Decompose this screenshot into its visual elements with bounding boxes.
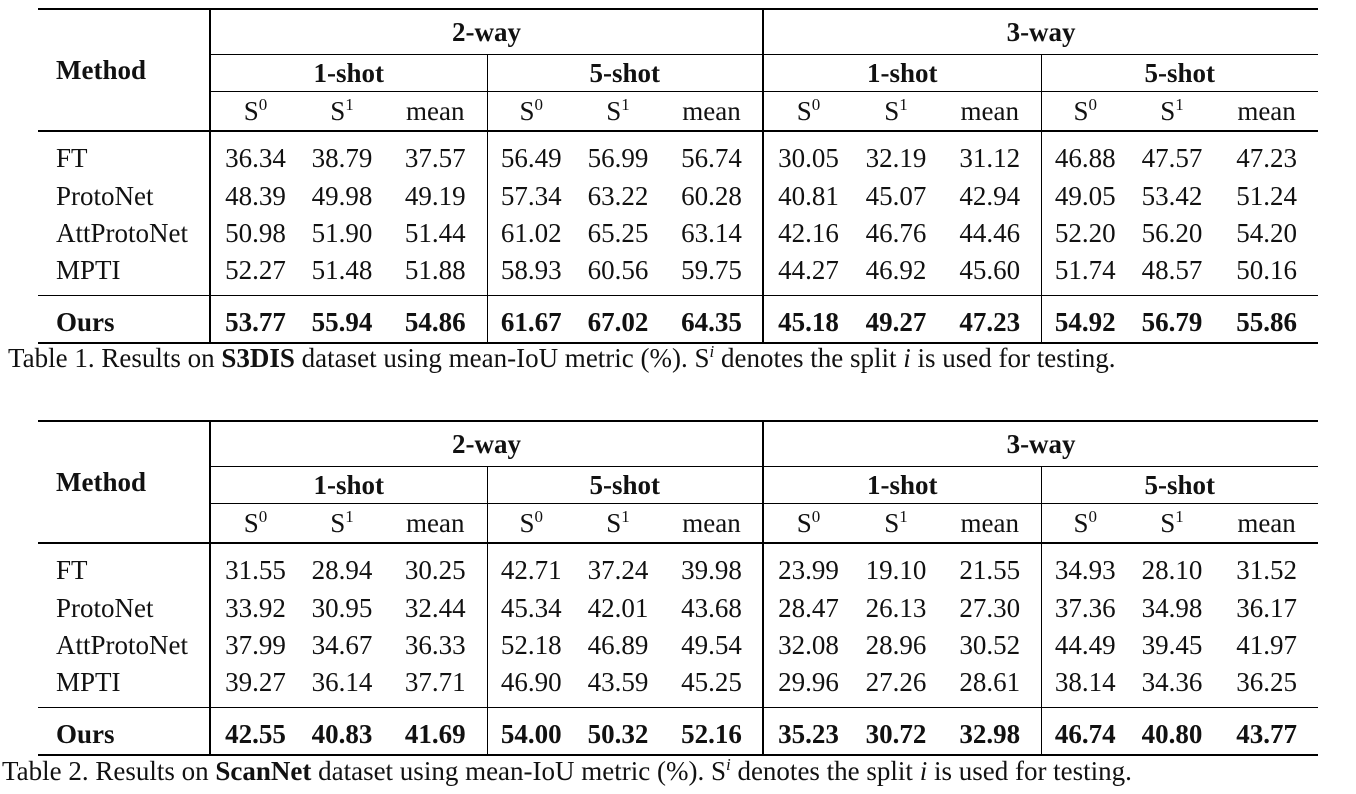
group-header-2way: 2-way: [210, 9, 763, 55]
table-row: [38, 178, 1318, 215]
spacer-cell: [210, 543, 300, 550]
value-cell: 67.02: [575, 302, 661, 343]
value-cell: 63.14: [681, 218, 742, 248]
method-cell: MPTI: [56, 255, 121, 285]
value-cell: 30.05: [763, 138, 853, 178]
value-cell: 32.19: [865, 142, 927, 173]
spacer-row: [38, 543, 1318, 550]
mean-header: mean: [661, 504, 763, 544]
split-header: $S^0$: [1041, 92, 1129, 132]
value-cell: 33.92: [210, 590, 300, 627]
value-cell: 30.95: [311, 593, 373, 623]
value-cell: 55.86: [1215, 302, 1318, 343]
value-cell: 39.45: [1141, 630, 1203, 660]
value-cell: 47.23: [1236, 142, 1297, 173]
value-cell: 51.48: [311, 255, 373, 285]
split-header: $S^1$: [575, 92, 661, 132]
value-cell: 45.60: [959, 255, 1021, 285]
mean-header: mean: [1215, 504, 1318, 544]
split-header: $S^0$: [1041, 504, 1129, 544]
value-cell: 45.07: [865, 181, 927, 211]
value-cell: 28.47: [763, 590, 853, 627]
split-header: $S^0$: [763, 504, 853, 544]
mean-header: mean: [661, 92, 763, 132]
method-cell: AttProtoNet: [56, 218, 188, 248]
spacer-cell: [300, 543, 384, 550]
value-cell: 58.93: [487, 252, 575, 289]
value-cell: 48.39: [210, 178, 300, 215]
value-cell: 59.75: [681, 255, 742, 285]
spacer-cell: [763, 543, 853, 550]
table-row-ours: [38, 302, 1318, 343]
value-cell: 64.35: [661, 302, 763, 343]
split-header: $S^1$: [1129, 504, 1215, 544]
value-cell: 45.18: [763, 302, 853, 343]
table-caption: Table 1. Results on S3DIS dataset using mean-IoU metric (%). $S^i$ denotes the split i is used for testing.: [8, 342, 1116, 373]
spacer-cell: [763, 131, 853, 138]
value-cell: 27.26: [865, 667, 927, 697]
value-cell: 44.46: [959, 218, 1021, 248]
shot-header: 5-shot: [487, 467, 763, 504]
shot-header: 5-shot: [487, 55, 763, 92]
value-cell: 43.59: [587, 667, 649, 697]
value-cell: 40.83: [300, 714, 384, 755]
value-cell: 37.71: [404, 667, 466, 697]
value-cell: 51.24: [1236, 181, 1297, 211]
value-cell: 42.16: [763, 215, 853, 252]
split-header: $S^1$: [575, 504, 661, 544]
spacer-cell: [300, 131, 384, 138]
value-cell: 42.71: [487, 550, 575, 590]
shot-header: 5-shot: [1041, 55, 1318, 92]
value-cell: 56.74: [681, 142, 742, 173]
spacer-cell: [1215, 131, 1318, 138]
spacer-cell: [939, 543, 1041, 550]
value-cell: 54.00: [487, 714, 575, 755]
value-cell: 56.20: [1141, 218, 1203, 248]
value-cell: 51.74: [1041, 252, 1129, 289]
value-cell: 49.27: [853, 302, 939, 343]
value-cell: 65.25: [587, 218, 649, 248]
value-cell: 60.56: [587, 255, 649, 285]
value-cell: 49.98: [311, 181, 373, 211]
mean-header: mean: [1215, 92, 1318, 132]
group-header-3way: 3-way: [763, 421, 1318, 467]
spacer-cell: [661, 131, 763, 138]
method-cell: AttProtoNet: [56, 630, 188, 660]
shot-header: 1-shot: [763, 467, 1041, 504]
spacer-cell: [1129, 543, 1215, 550]
split-header: $S^0$: [763, 92, 853, 132]
table-scannet: [38, 420, 1318, 756]
shot-header: 5-shot: [1041, 467, 1318, 504]
value-cell: 30.72: [853, 714, 939, 755]
value-cell: 49.05: [1041, 178, 1129, 215]
value-cell: 52.18: [487, 627, 575, 664]
method-cell: MPTI: [56, 667, 121, 697]
spacer-cell: [1041, 543, 1129, 550]
method-header: Method: [38, 9, 210, 131]
spacer-cell: [487, 543, 575, 550]
shot-header: 1-shot: [210, 55, 487, 92]
value-cell: 45.25: [681, 667, 742, 697]
shot-header: 1-shot: [210, 467, 487, 504]
table-row: [38, 138, 1318, 178]
value-cell: 30.52: [959, 630, 1021, 660]
mean-header: mean: [939, 504, 1041, 544]
split-header: $S^1$: [300, 504, 384, 544]
method-cell: Ours: [38, 302, 210, 343]
value-cell: 51.90: [311, 218, 373, 248]
value-cell: 47.57: [1141, 142, 1203, 173]
value-cell: 50.32: [575, 714, 661, 755]
value-cell: 45.34: [487, 590, 575, 627]
spacer-row: [38, 131, 1318, 138]
results-table: [38, 420, 1318, 756]
value-cell: 28.94: [311, 554, 373, 585]
value-cell: 34.36: [1141, 667, 1203, 697]
value-cell: 63.22: [587, 181, 649, 211]
value-cell: 37.36: [1041, 590, 1129, 627]
split-header: $S^1$: [1129, 92, 1215, 132]
value-cell: 36.14: [311, 667, 373, 697]
table-row: [38, 627, 1318, 664]
value-cell: 46.76: [865, 218, 927, 248]
method-cell: ProtoNet: [56, 593, 154, 623]
mean-header: mean: [384, 92, 487, 132]
value-cell: 34.98: [1141, 593, 1203, 623]
spacer-cell: [38, 131, 210, 138]
value-cell: 50.16: [1236, 255, 1297, 285]
value-cell: 55.94: [300, 302, 384, 343]
value-cell: 42.01: [587, 593, 649, 623]
value-cell: 37.24: [587, 554, 649, 585]
spacer-cell: [38, 543, 210, 550]
value-cell: 57.34: [487, 178, 575, 215]
value-cell: 39.98: [681, 554, 742, 585]
value-cell: 43.77: [1215, 714, 1318, 755]
value-cell: 31.55: [210, 550, 300, 590]
table-s3dis: [38, 8, 1318, 344]
value-cell: 46.89: [587, 630, 649, 660]
spacer-cell: [487, 131, 575, 138]
value-cell: 61.67: [487, 302, 575, 343]
spacer-cell: [1041, 131, 1129, 138]
value-cell: 44.49: [1041, 627, 1129, 664]
split-header: $S^1$: [853, 504, 939, 544]
value-cell: 56.79: [1129, 302, 1215, 343]
split-header: $S^0$: [210, 92, 300, 132]
method-cell: FT: [56, 142, 88, 173]
table-row: [38, 215, 1318, 252]
table-row: [38, 590, 1318, 627]
value-cell: 41.69: [384, 714, 487, 755]
value-cell: 32.98: [939, 714, 1041, 755]
value-cell: 39.27: [210, 664, 300, 701]
value-cell: 32.08: [763, 627, 853, 664]
results-table: [38, 8, 1318, 344]
value-cell: 29.96: [763, 664, 853, 701]
value-cell: 54.92: [1041, 302, 1129, 343]
value-cell: 36.17: [1236, 593, 1297, 623]
value-cell: 26.13: [865, 593, 927, 623]
split-header: $S^1$: [853, 92, 939, 132]
value-cell: 54.86: [384, 302, 487, 343]
value-cell: 51.88: [404, 255, 466, 285]
value-cell: 60.28: [681, 181, 742, 211]
method-cell: FT: [56, 554, 88, 585]
table-caption: Table 2. Results on ScanNet dataset using mean-IoU metric (%). $S^i$ denotes the split i is used for testing.: [2, 755, 1132, 786]
spacer-cell: [661, 543, 763, 550]
value-cell: 52.20: [1041, 215, 1129, 252]
split-header: $S^0$: [487, 504, 575, 544]
value-cell: 40.80: [1129, 714, 1215, 755]
spacer-cell: [1129, 131, 1215, 138]
value-cell: 38.79: [311, 142, 373, 173]
split-header: $S^0$: [487, 92, 575, 132]
value-cell: 46.74: [1041, 714, 1129, 755]
table-row-ours: [38, 714, 1318, 755]
value-cell: 46.90: [487, 664, 575, 701]
value-cell: 44.27: [763, 252, 853, 289]
table-row: [38, 550, 1318, 590]
value-cell: 19.10: [865, 554, 927, 585]
table-row: [38, 252, 1318, 289]
value-cell: 31.12: [959, 142, 1021, 173]
value-cell: 31.52: [1236, 554, 1297, 585]
value-cell: 61.02: [487, 215, 575, 252]
group-header-2way: 2-way: [210, 421, 763, 467]
spacer-cell: [210, 131, 300, 138]
value-cell: 28.10: [1141, 554, 1203, 585]
value-cell: 53.77: [210, 302, 300, 343]
value-cell: 36.25: [1236, 667, 1297, 697]
value-cell: 40.81: [763, 178, 853, 215]
value-cell: 46.92: [865, 255, 927, 285]
value-cell: 42.94: [959, 181, 1021, 211]
value-cell: 48.57: [1141, 255, 1203, 285]
value-cell: 38.14: [1041, 664, 1129, 701]
value-cell: 56.49: [487, 138, 575, 178]
value-cell: 52.27: [210, 252, 300, 289]
value-cell: 56.99: [587, 142, 649, 173]
value-cell: 46.88: [1041, 138, 1129, 178]
value-cell: 37.57: [404, 142, 466, 173]
split-header: $S^1$: [300, 92, 384, 132]
method-header: Method: [38, 421, 210, 543]
group-header-3way: 3-way: [763, 9, 1318, 55]
value-cell: 53.42: [1141, 181, 1203, 211]
spacer-cell: [853, 131, 939, 138]
split-header: $S^0$: [210, 504, 300, 544]
spacer-cell: [939, 131, 1041, 138]
value-cell: 21.55: [959, 554, 1021, 585]
value-cell: 32.44: [404, 593, 466, 623]
spacer-cell: [575, 543, 661, 550]
mean-header: mean: [939, 92, 1041, 132]
value-cell: 54.20: [1236, 218, 1297, 248]
value-cell: 49.19: [404, 181, 466, 211]
method-cell: ProtoNet: [56, 181, 154, 211]
spacer-cell: [575, 131, 661, 138]
value-cell: 50.98: [210, 215, 300, 252]
value-cell: 36.34: [210, 138, 300, 178]
value-cell: 36.33: [404, 630, 466, 660]
value-cell: 28.96: [865, 630, 927, 660]
method-cell: Ours: [38, 714, 210, 755]
value-cell: 41.97: [1236, 630, 1297, 660]
value-cell: 42.55: [210, 714, 300, 755]
table-row: [38, 664, 1318, 701]
value-cell: 34.93: [1041, 550, 1129, 590]
spacer-cell: [384, 131, 487, 138]
value-cell: 37.99: [210, 627, 300, 664]
spacer-cell: [1215, 543, 1318, 550]
value-cell: 27.30: [959, 593, 1021, 623]
value-cell: 23.99: [763, 550, 853, 590]
spacer-cell: [384, 543, 487, 550]
spacer-cell: [853, 543, 939, 550]
value-cell: 43.68: [681, 593, 742, 623]
value-cell: 30.25: [404, 554, 466, 585]
value-cell: 28.61: [959, 667, 1021, 697]
value-cell: 52.16: [661, 714, 763, 755]
value-cell: 34.67: [311, 630, 373, 660]
mean-header: mean: [384, 504, 487, 544]
value-cell: 35.23: [763, 714, 853, 755]
value-cell: 51.44: [404, 218, 466, 248]
value-cell: 47.23: [939, 302, 1041, 343]
shot-header: 1-shot: [763, 55, 1041, 92]
value-cell: 49.54: [681, 630, 742, 660]
